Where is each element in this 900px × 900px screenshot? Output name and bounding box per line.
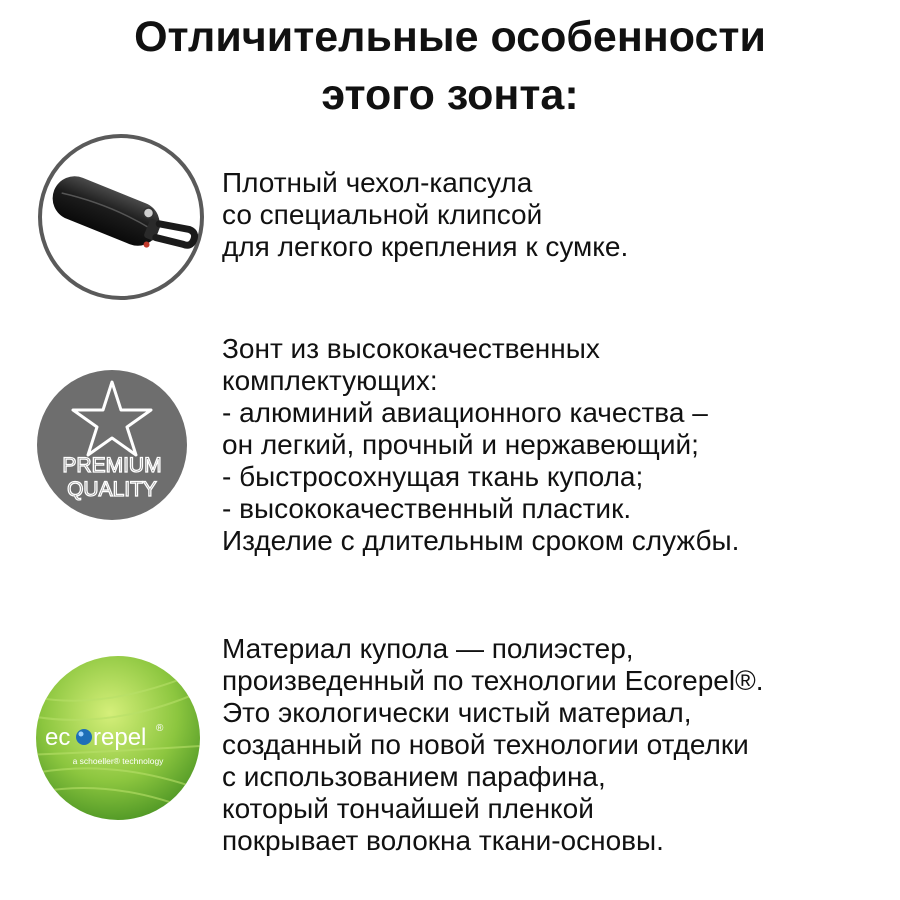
ecorepel-tagline: a schoeller® technology (72, 756, 164, 766)
badge-text-quality: QUALITY (67, 478, 157, 501)
feature-ecorepel-line: произведенный по технологии Ecorepel®. (222, 665, 764, 696)
feature-quality-line: Изделие с длительным сроком службы. (222, 525, 740, 556)
premium-quality-badge-icon (37, 370, 187, 520)
feature-quality-text (222, 333, 739, 557)
feature-case-line: Плотный чехол-капсула (222, 167, 533, 198)
ecorepel-text-left: ec (45, 724, 71, 751)
feature-case-line: со специальной клипсой (222, 199, 543, 230)
feature-ecorepel-line: с использованием парафина, (222, 761, 606, 792)
feature-quality-line: - алюминий авиационного качества – (222, 397, 708, 428)
feature-case-line: для легкого крепления к сумке. (222, 231, 629, 262)
umbrella-case-icon (37, 133, 205, 301)
badge-text-premium: PREMIUM (62, 454, 162, 477)
feature-quality-line: Зонт из высококачественных (222, 333, 600, 364)
feature-quality-line: - высококачественный пластик. (222, 493, 632, 524)
feature-quality-line: - быстросохнущая ткань купола; (222, 461, 644, 492)
feature-ecorepel-text (222, 633, 764, 857)
feature-ecorepel-line: покрывает волокна ткани-основы. (222, 825, 664, 856)
ecorepel-reg-mark: ® (156, 723, 164, 734)
page-title (0, 8, 900, 124)
ecorepel-text-right: repel (93, 724, 147, 751)
title-line-1: Отличительные особенности (134, 13, 766, 61)
title-line-2: этого зонта: (321, 71, 579, 119)
feature-ecorepel-line: который тончайшей пленкой (222, 793, 594, 824)
feature-ecorepel-line: Это экологически чистый материал, (222, 697, 692, 728)
feature-quality-line: комплектующих: (222, 365, 438, 396)
feature-quality-line: он легкий, прочный и нержавеющий; (222, 429, 699, 460)
feature-case-text (222, 167, 628, 263)
feature-ecorepel-line: созданный по новой технологии отделки (222, 729, 749, 760)
feature-ecorepel-line: Материал купола — полиэстер, (222, 633, 634, 664)
ecorepel-logo-icon (35, 655, 201, 821)
